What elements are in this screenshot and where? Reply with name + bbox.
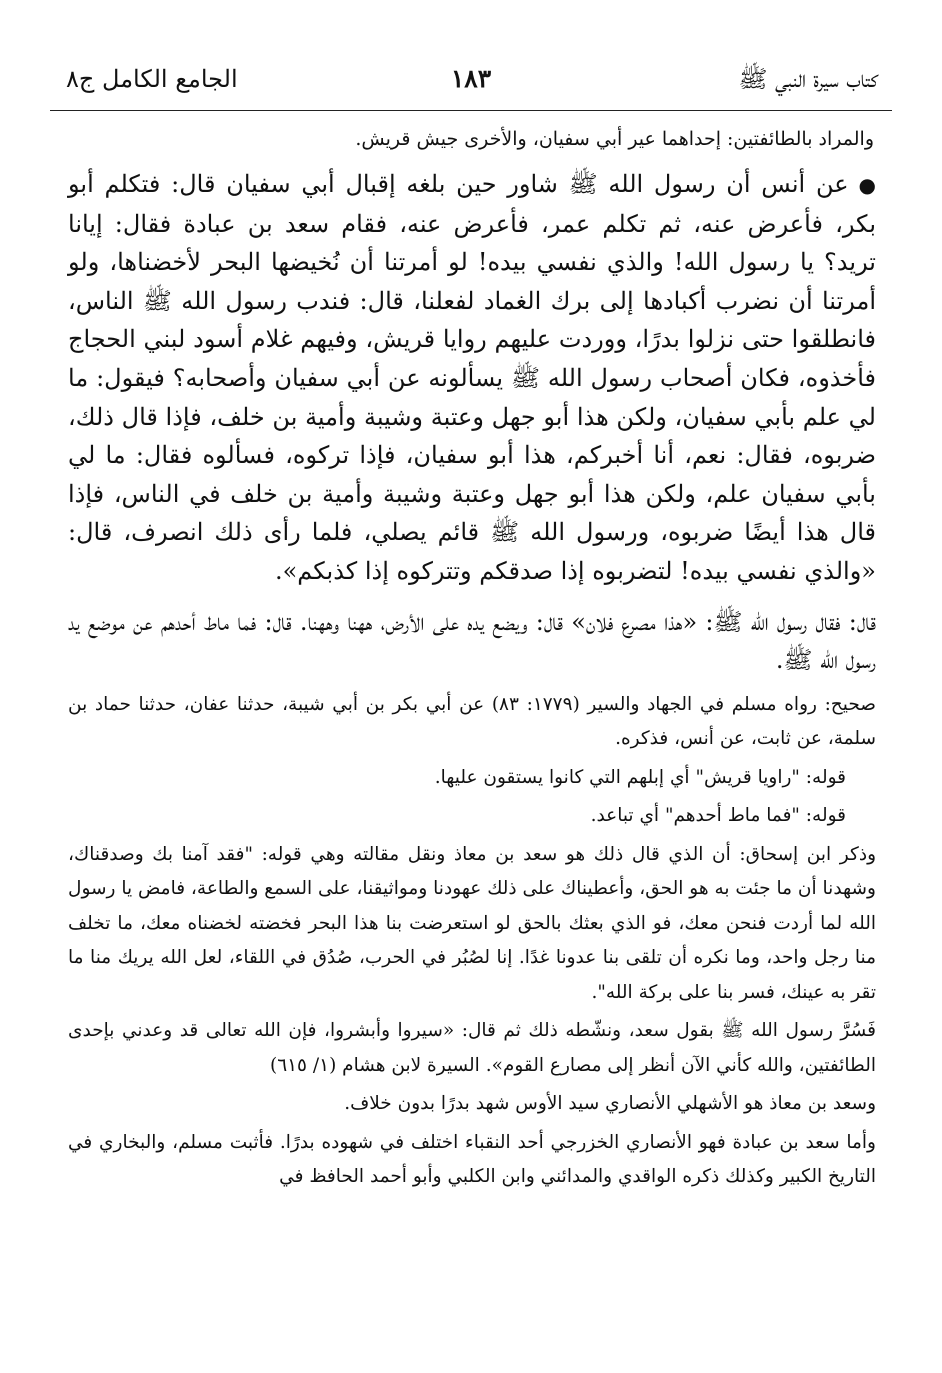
hadith-paragraph-2: قال: فقال رسول الله ﷺ: «هذا مصرع فلان» قال: ويضع يده على الأرض، ههنا وههنا. قال: فما ماط أحدهم عن موضع يد رسول الله ﷺ. xyxy=(68,607,876,675)
page-header xyxy=(50,52,892,111)
commentary-paragraph-4: وأما سعد بن عبادة فهو الأنصاري الخزرجي أحد النقباء اختلف في شهوده بدرًا. فأثبت مسلم، والبخاري في التاريخ الكبير وكذلك ذكره الواقدي والمدائني وابن الكلبي وأبو أحمد الحافظ في xyxy=(68,1131,876,1188)
volume-title: الجامع الكامل ج٨ xyxy=(66,65,238,93)
gloss-note-1: قوله: "راويا قريش" أي إبلهم التي كانوا يستقون عليها. xyxy=(434,766,846,788)
divider xyxy=(50,680,892,684)
book-page xyxy=(50,52,892,1353)
commentary-paragraph-1: وذكر ابن إسحاق: أن الذي قال ذلك هو سعد بن معاذ ونقل مقالته وهي قوله: "فقد آمنا بك وصدقناك، وشهدنا أن ما جئت به هو الحق، وأعطيناك على ذلك عهودنا ومواثيقنا، على السمع والطاعة، فامض يا رسول الله لما أردت فنحن معك، فو الذي بعثك بالحق لو استعرضت بنا هذا البحر فخضته لخضناه معك، ما تخلف منا رجل واحد، وما نكره أن تلقى بنا عدونا غدًا. إنا لصُبُر في الحرب، صُدُق في اللقاء، لعل الله يريك منا ما تقر به عينك، فسر بنا على بركة الله". xyxy=(68,843,876,1003)
hadith-text xyxy=(68,165,876,591)
bullet-icon: ● xyxy=(858,173,876,197)
hadith-paragraph-1: عن أنس أن رسول الله ﷺ شاور حين بلغه إقبال أبي سفيان قال: فتكلم أبو بكر، فأعرض عنه، ثم تكلم عمر، فأعرض عنه، فقام سعد بن عبادة فقال: إيانا تريد؟ يا رسول الله! والذي نفسي بيده! لو أمرتنا أن نُخيضها البحر لأخضناها، ولو أمرتنا أن نضرب أكبادها إلى برك الغماد لفعلنا، قال: فندب رسول الله ﷺ الناس، فانطلقوا حتى نزلوا بدرًا، ووردت عليهم روايا قريش، وفيهم غلام أسود لبني الحجاج فأخذوه، فكان أصحاب رسول الله ﷺ يسألونه عن أبي سفيان وأصحابه؟ فيقول: ما لي علم بأبي سفيان، ولكن هذا أبو جهل وعتبة وشيبة وأمية بن خلف، فإذا قال ذلك، ضربوه، فقال: نعم، أنا أخبركم، هذا أبو سفيان، فإذا تركوه، فسألوه فقال: ما لي بأبي سفيان علم، ولكن هذا أبو جهل وعتبة وشيبة وأمية بن خلف في الناس، فإذا قال هذا أيضًا ضربوه، ورسول الله ﷺ قائم يصلي، فلما رأى ذلك انصرف، قال: «والذي نفسي بيده! لتضربوه إذا صدقكم وتتركوه إذا كذبكم». xyxy=(68,170,876,585)
takhrij-note: صحيح: رواه مسلم في الجهاد والسير (١٧٧٩: ٨٣) عن أبي بكر بن أبي شيبة، حدثنا عفان، حدثنا حماد بن سلمة، عن ثابت، عن أنس، فذكره. xyxy=(68,693,876,750)
hadith-text-continued xyxy=(68,603,876,680)
book-title: كتاب سيرة النبي ﷺ xyxy=(738,65,878,93)
commentary-paragraph-3: وسعد بن معاذ هو الأشهلي الأنصاري سيد الأوس شهد بدرًا بدون خلاف. xyxy=(344,1093,876,1115)
commentary-paragraph-2: فَسُرَّ رسول الله ﷺ بقول سعد، ونشّطه ذلك ثم قال: «سيروا وأبشروا، فإن الله تعالى قد وعدني بإحدى الطائفتين، والله كأني الآن أنظر إلى مصارع القوم». السيرة لابن هشام (١/ ٦١٥) xyxy=(68,1020,876,1076)
intro-line: والمراد بالطائفتين: إحداهما عير أبي سفيان، والأخرى جيش قريش. xyxy=(355,128,874,150)
gloss-note-2: قوله: "فما ماط أحدهم" أي تباعد. xyxy=(590,805,846,827)
page-number: ١٨٣ xyxy=(450,64,492,93)
